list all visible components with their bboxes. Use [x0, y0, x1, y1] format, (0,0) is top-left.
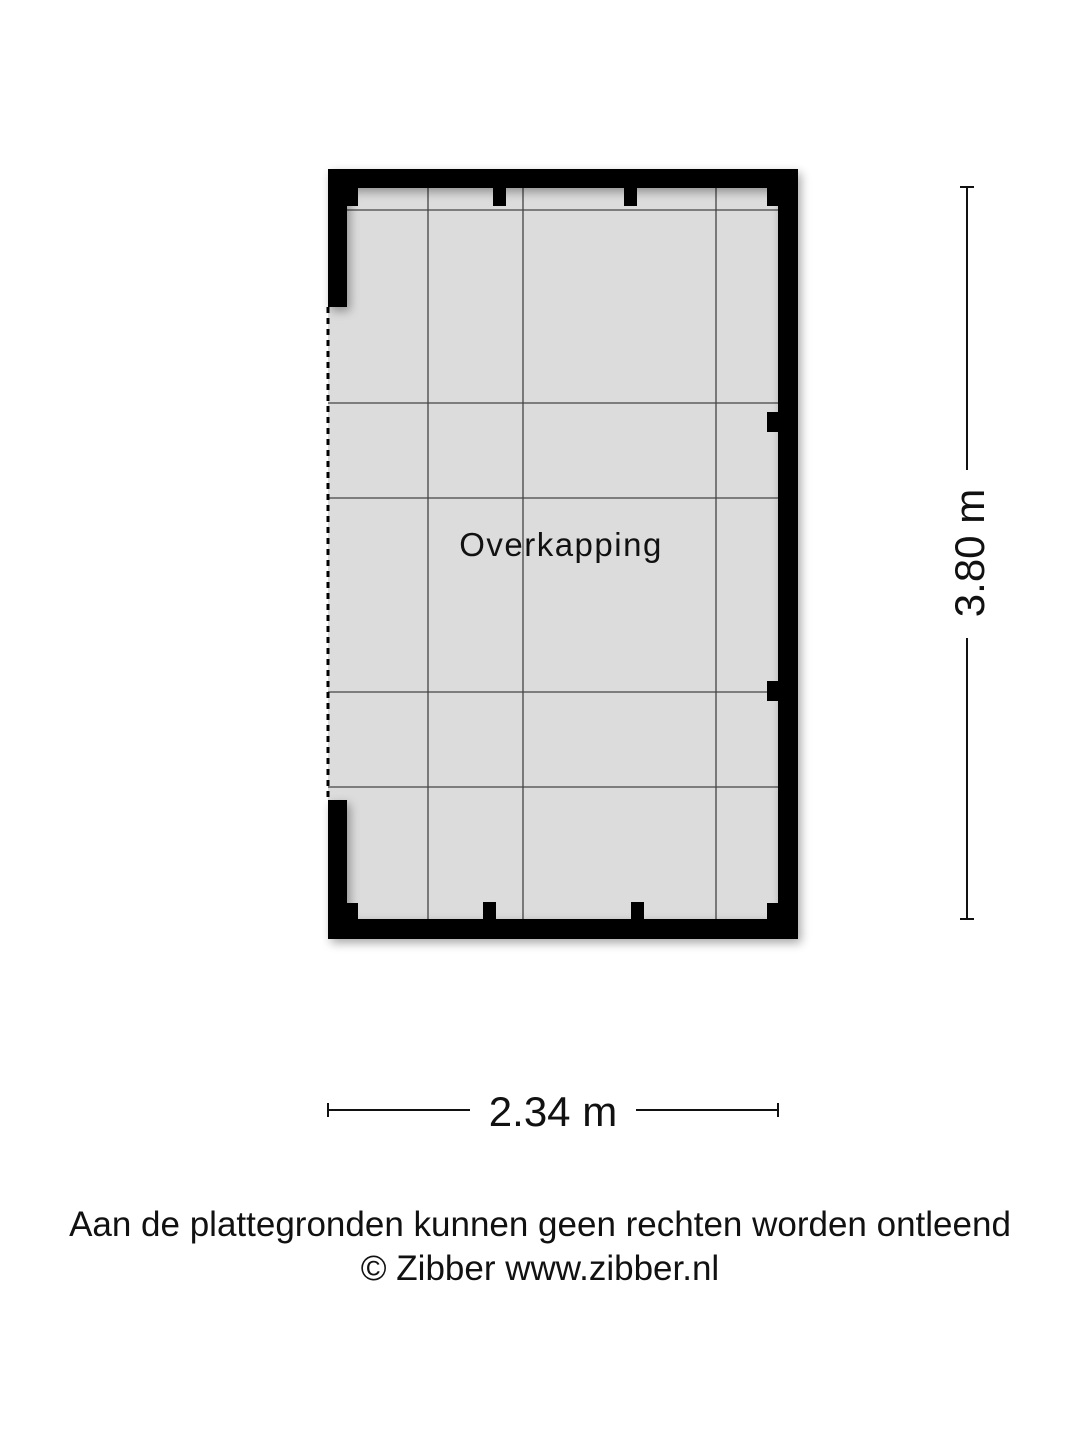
- room-label: Overkapping: [459, 526, 663, 563]
- disclaimer-text: Aan de plattegronden kunnen geen rechten worden ontleend: [69, 1205, 1011, 1244]
- width-dimension-label: 2.34 m: [488, 1088, 618, 1135]
- height-dimension-label: 3.80 m: [946, 488, 993, 618]
- copyright-text: © Zibber www.zibber.nl: [360, 1249, 720, 1288]
